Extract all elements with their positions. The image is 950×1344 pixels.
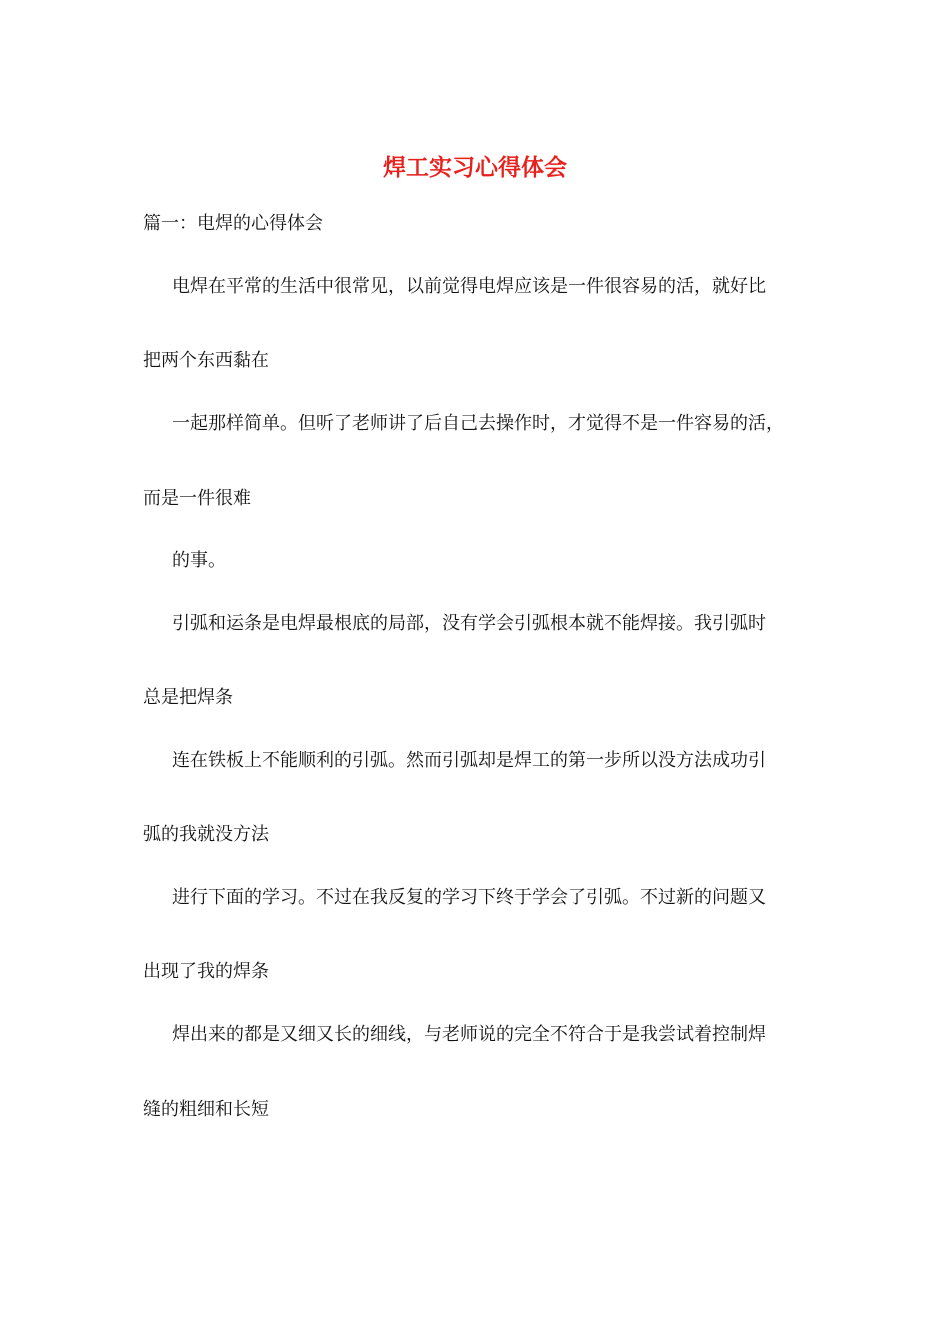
document-title: 焊工实习心得体会 bbox=[383, 154, 567, 181]
text-line: 缝的粗细和长短 bbox=[143, 1099, 269, 1120]
text-line: 弧的我就没方法 bbox=[143, 824, 269, 845]
text-line: 引弧和运条是电焊最根底的局部，没有学会引弧根本就不能焊接。我引弧时 bbox=[172, 613, 766, 634]
text-line: 连在铁板上不能顺利的引弧。然而引弧却是焊工的第一步所以没方法成功引 bbox=[172, 750, 766, 771]
text-line: 总是把焊条 bbox=[143, 687, 233, 708]
text-line: 出现了我的焊条 bbox=[143, 961, 269, 982]
text-line: 电焊在平常的生活中很常见，以前觉得电焊应该是一件很容易的活，就好比 bbox=[172, 276, 766, 297]
text-line: 而是一件很难 bbox=[143, 488, 251, 509]
section-heading: 篇一：电焊的心得体会 bbox=[143, 213, 323, 234]
text-line: 把两个东西黏在 bbox=[143, 350, 269, 371]
text-line: 一起那样简单。但听了老师讲了后自己去操作时，才觉得不是一件容易的活， bbox=[172, 413, 784, 434]
text-line: 的事。 bbox=[172, 550, 226, 571]
text-line: 进行下面的学习。不过在我反复的学习下终于学会了引弧。不过新的问题又 bbox=[172, 887, 766, 908]
text-line: 焊出来的都是又细又长的细线，与老师说的完全不符合于是我尝试着控制焊 bbox=[172, 1024, 766, 1045]
